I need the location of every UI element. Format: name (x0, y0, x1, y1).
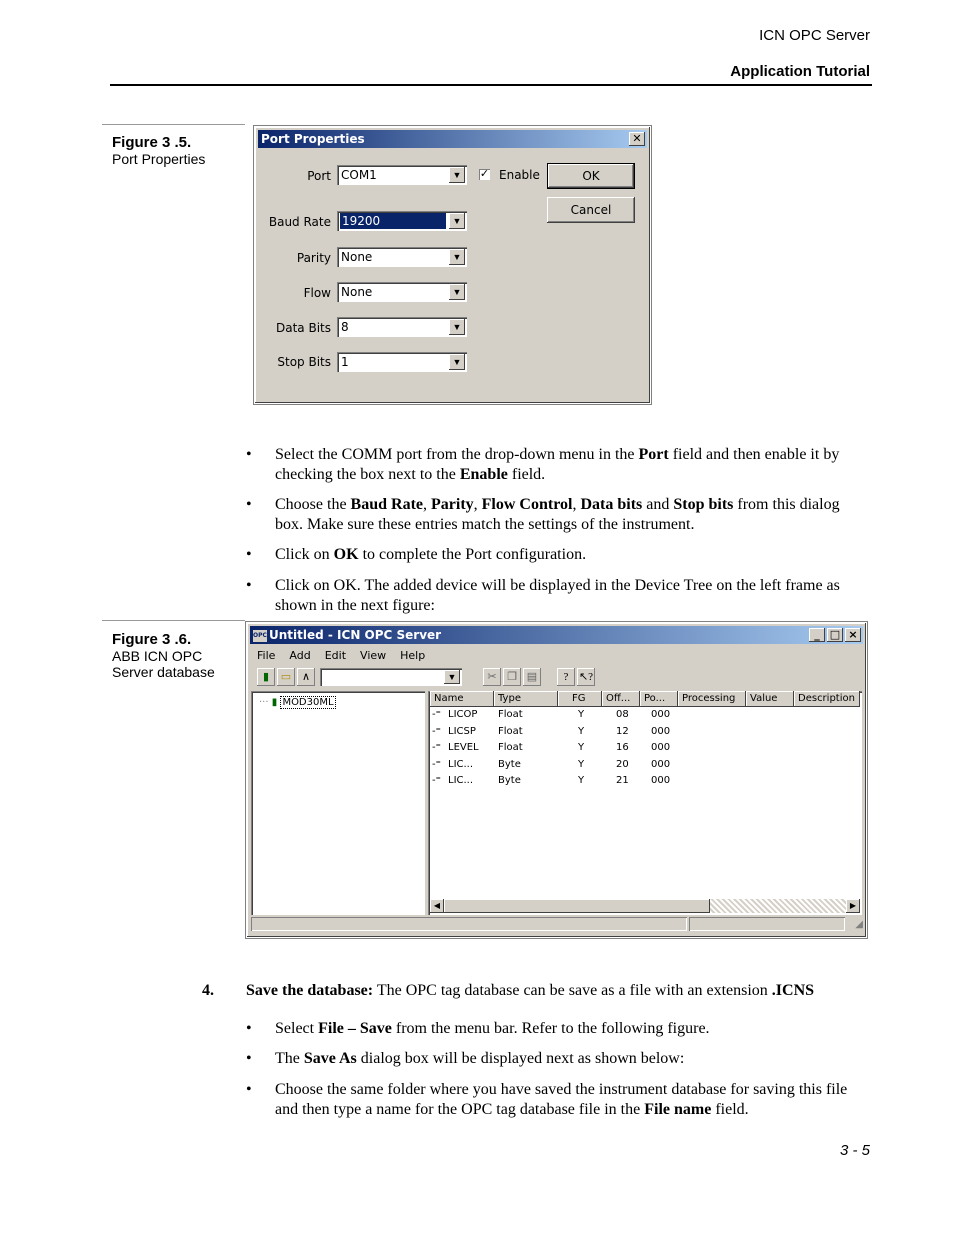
cell-position: 000 (651, 726, 671, 737)
list-item (246, 1080, 856, 1120)
port-select[interactable] (337, 165, 467, 185)
chevron-down-icon[interactable]: ▼ (449, 167, 465, 183)
chevron-down-icon[interactable]: ▼ (449, 319, 465, 335)
header-rule (110, 84, 872, 86)
enable-checkbox[interactable]: ✓ (479, 168, 490, 180)
tag-icon: -⁼ (432, 726, 441, 737)
baud-rate-label: Baud Rate (268, 215, 331, 229)
flow-value: None (341, 285, 373, 299)
figure-number: Figure 3 .6. (112, 631, 192, 648)
cut-icon[interactable]: ✂ (483, 668, 501, 686)
cell-offset: 12 (616, 726, 629, 737)
step-number: 4. (202, 982, 214, 999)
scroll-right-icon[interactable]: ▶ (846, 899, 860, 913)
section-title: Application Tutorial (730, 63, 870, 80)
figure-caption (112, 134, 205, 167)
add-device-icon[interactable]: ▮ (257, 668, 275, 686)
figure-caption-text: Port Properties (112, 151, 206, 167)
column-header[interactable]: Name (430, 691, 494, 707)
column-header[interactable]: Description (794, 691, 860, 707)
status-panel (689, 917, 845, 931)
cell-fg: Y (578, 726, 585, 737)
minimize-icon[interactable]: _ (809, 628, 825, 642)
stop-bits-label: Stop Bits (277, 355, 331, 369)
cell-fg: Y (578, 775, 585, 786)
cell-name: LEVEL (448, 742, 479, 753)
tree-item-label: MOD30ML (282, 697, 334, 708)
status-bar (251, 917, 687, 931)
scroll-left-icon[interactable]: ◀ (430, 899, 444, 913)
menu-help[interactable]: Help (400, 649, 426, 662)
paste-icon[interactable]: ▤ (523, 668, 541, 686)
cell-position: 000 (651, 759, 671, 770)
figure-rule (102, 620, 245, 621)
app-icon: OPC (253, 630, 267, 642)
bullet-text: Choose the same folder where you have saved the instrument database for saving this file and then type a name for the OPC tag database file in the File name field. (275, 1081, 848, 1118)
bullet-text: The Save As dialog box will be displayed next as shown below: (275, 1050, 685, 1067)
data-bits-label: Data Bits (276, 321, 331, 335)
cell-name: LIC... (448, 759, 474, 770)
data-bits-value: 8 (341, 320, 349, 334)
resize-grip-icon[interactable]: ◢ (855, 919, 863, 930)
parity-select[interactable] (337, 247, 467, 267)
bullet-icon: • (246, 546, 252, 563)
step-text: Save the database: The OPC tag database can be save as a file with an extension .ICNS (246, 982, 815, 999)
data-bits-select[interactable] (337, 317, 467, 337)
copy-icon[interactable]: ❐ (503, 668, 521, 686)
tag-icon: -⁼ (432, 709, 441, 720)
column-header[interactable]: Type (494, 691, 558, 707)
column-header[interactable]: Off... (602, 691, 640, 707)
device-tree[interactable] (251, 691, 425, 915)
tree-item[interactable] (259, 697, 336, 708)
cell-fg: Y (578, 759, 585, 770)
tag-list[interactable] (428, 691, 862, 915)
cell-type: Byte (498, 759, 521, 770)
column-header[interactable]: FG (558, 691, 602, 707)
bullet-icon: • (246, 577, 252, 594)
figure-caption-line: Server database (112, 664, 215, 680)
figure-caption (112, 631, 215, 680)
menu-view[interactable]: View (360, 649, 387, 662)
waveform-icon[interactable]: ∧ (297, 668, 315, 686)
bullet-icon: • (246, 1020, 252, 1037)
column-header[interactable]: Processing (678, 691, 746, 707)
cell-type: Byte (498, 775, 521, 786)
help-icon[interactable]: ? (557, 668, 575, 686)
chevron-down-icon[interactable]: ▼ (449, 284, 465, 300)
tree-connector-icon: ··· (259, 697, 269, 708)
bullet-text: Select File – Save from the menu bar. Refer to the following figure. (275, 1020, 710, 1037)
device-icon: ▮ (271, 697, 278, 708)
document-title: ICN OPC Server (759, 27, 870, 44)
figure-number: Figure 3 .5. (112, 134, 192, 151)
list-item (246, 1049, 856, 1069)
bullet-icon: • (246, 446, 252, 463)
dialog-title: Port Properties (261, 132, 365, 146)
baud-rate-select[interactable] (337, 211, 467, 231)
cancel-button[interactable]: Cancel (547, 197, 635, 223)
ok-button[interactable]: OK (548, 164, 634, 188)
port-value: COM1 (341, 168, 377, 182)
cell-offset: 20 (616, 759, 629, 770)
column-header[interactable]: Value (746, 691, 794, 707)
bullet-text: Choose the Baud Rate, Parity, Flow Control, Data bits and Stop bits from this dialog box. Make sure these entries match the settings of the instrument. (275, 496, 840, 533)
cell-position: 000 (651, 709, 671, 720)
bullet-icon: • (246, 1081, 252, 1098)
menu-file[interactable]: File (257, 649, 276, 662)
bullet-text: Click on OK. The added device will be displayed in the Device Tree on the left frame as shown in the next figure: (275, 577, 840, 614)
list-item (246, 1019, 856, 1039)
enable-label: Enable (499, 168, 540, 182)
page-number: 3 - 5 (839, 1142, 870, 1159)
app-title: Untitled - ICN OPC Server (269, 628, 442, 642)
flow-select[interactable] (337, 282, 467, 302)
parity-label: Parity (296, 251, 331, 265)
port-properties-dialog (254, 126, 651, 404)
bullet-icon: • (246, 496, 252, 513)
menu-edit[interactable]: Edit (324, 649, 347, 662)
cell-position: 000 (651, 742, 671, 753)
parity-value: None (341, 250, 373, 264)
cell-type: Float (498, 726, 523, 737)
opc-server-window (246, 622, 867, 938)
cell-offset: 16 (616, 742, 629, 753)
tag-select[interactable] (320, 668, 462, 686)
cell-type: Float (498, 709, 523, 720)
column-header[interactable]: Po... (640, 691, 678, 707)
chevron-down-icon[interactable]: ▼ (449, 249, 465, 265)
cell-fg: Y (578, 742, 585, 753)
open-folder-icon[interactable]: ▭ (277, 668, 295, 686)
list-item (246, 545, 856, 565)
baud-rate-value: 19200 (340, 213, 446, 229)
list-item (246, 495, 856, 535)
stop-bits-value: 1 (341, 355, 349, 369)
cell-name: LICSP (448, 726, 476, 737)
chevron-down-icon[interactable]: ▼ (449, 354, 465, 370)
chevron-down-icon[interactable]: ▼ (444, 670, 460, 684)
figure-rule (102, 124, 245, 125)
close-icon[interactable]: ✕ (629, 132, 645, 146)
flow-label: Flow (303, 286, 331, 300)
bullet-text: Select the COMM port from the drop-down menu in the Port field and then enable it by checking the box next to the Enable field. (275, 446, 840, 483)
toolbar (257, 668, 857, 688)
chevron-down-icon[interactable]: ▼ (449, 213, 465, 229)
port-label: Port (307, 169, 331, 183)
cell-type: Float (498, 742, 523, 753)
tag-icon: -⁼ (432, 775, 441, 786)
context-help-icon[interactable]: ↖? (577, 668, 595, 686)
scrollbar-thumb[interactable] (444, 899, 710, 913)
list-item (246, 445, 856, 485)
cell-name: LICOP (448, 709, 478, 720)
horizontal-scrollbar[interactable] (430, 899, 860, 913)
cell-position: 000 (651, 775, 671, 786)
cell-name: LIC... (448, 775, 474, 786)
figure-caption-line: ABB ICN OPC (112, 648, 203, 664)
cell-offset: 08 (616, 709, 629, 720)
tag-icon: -⁼ (432, 759, 441, 770)
menu-bar (257, 646, 435, 664)
bullet-text: Click on OK to complete the Port configuration. (275, 546, 587, 563)
cell-offset: 21 (616, 775, 629, 786)
menu-add[interactable]: Add (289, 649, 311, 662)
tag-icon: -⁼ (432, 742, 441, 753)
bullet-icon: • (246, 1050, 252, 1067)
dialog-titlebar (258, 130, 647, 148)
maximize-icon[interactable]: □ (827, 628, 843, 642)
app-titlebar (250, 626, 863, 644)
stop-bits-select[interactable] (337, 352, 467, 372)
close-icon[interactable]: × (845, 628, 861, 642)
list-item (246, 576, 856, 616)
cell-fg: Y (578, 709, 585, 720)
